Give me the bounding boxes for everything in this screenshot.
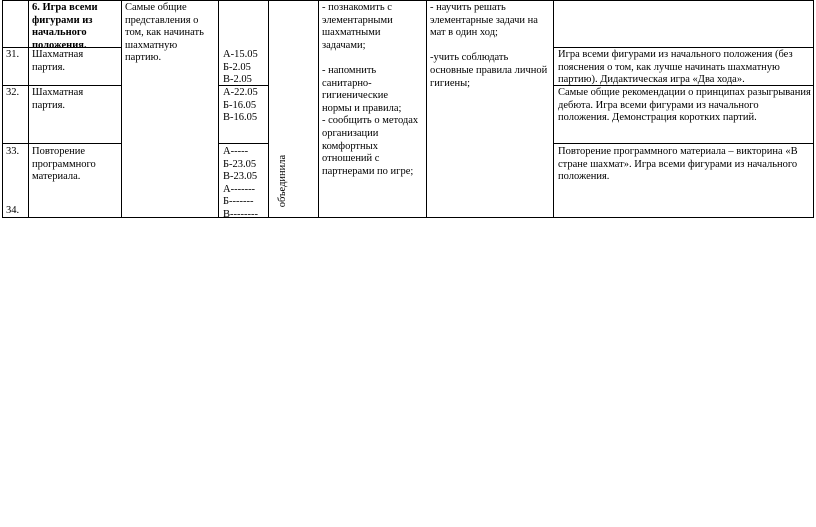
lesson-dates: А-15.05 Б-2.05 В-2.05: [223, 49, 258, 86]
col-sep-2: [121, 0, 122, 218]
lesson-topic: Шахматная партия.: [32, 87, 84, 111]
row-sep-2: [2, 85, 122, 86]
col-sep-4: [268, 0, 269, 218]
lesson-content: Повторение программного материала – викторина «В стране шахмат». Игра всеми фигурами из начального положения.: [558, 146, 798, 183]
col-sep-3: [218, 0, 219, 218]
lesson-dates: А-22.05 Б-16.05 В-16.05: [223, 87, 258, 124]
goals-column-2: - научить решать элементарные задачи на мат в один ход; -учить соблюдать основные правила личной гигиены;: [430, 2, 548, 89]
col-sep-7: [553, 0, 554, 218]
row-number: 32.: [6, 87, 20, 98]
section-title: 6. Игра всеми фигурами из начального положения.: [32, 2, 98, 51]
merged-note: объединила: [277, 154, 288, 208]
row-number: 31.: [6, 49, 20, 60]
table-border-left: [2, 0, 3, 218]
lesson-content: Игра всеми фигурами из начального положения (без пояснения о том, как лучше начинать шахматную партию). Дидактическая игра «Два хода».: [558, 49, 793, 86]
row-number: 33.: [6, 146, 20, 157]
lesson-content: Самые общие рекомендации о принципах разыгрывания дебюта. Игра всеми фигурами из начального положения. Демонстрация коротких партий.: [558, 87, 811, 124]
col-sep-1: [28, 0, 29, 218]
col-sep-6: [426, 0, 427, 218]
col-sep-5: [318, 0, 319, 218]
row-number-secondary: 34.: [6, 205, 20, 216]
table-border-bottom: [2, 217, 814, 218]
row-sep-3c: [553, 143, 814, 144]
row-sep-1b: [553, 47, 814, 48]
row-sep-3b: [218, 143, 269, 144]
lesson-topic: Повторение программного материала.: [32, 146, 96, 183]
row-sep-3: [2, 143, 122, 144]
lesson-dates: А----- Б-23.05 В-23.05 А------- Б------- В--------: [223, 146, 258, 220]
table-border-right: [813, 0, 814, 218]
table-border-top: [2, 0, 814, 1]
section-description: Самые общие представления о том, как начинать шахматную партию.: [125, 2, 204, 64]
goals-column-1: - познакомить с элементарными шахматными задачами; - напомнить санитарно- гигиенические нормы и правила; - сообщить о методах организации комфортных отношений с партнерами по игре;: [322, 2, 419, 177]
lesson-topic: Шахматная партия.: [32, 49, 84, 73]
